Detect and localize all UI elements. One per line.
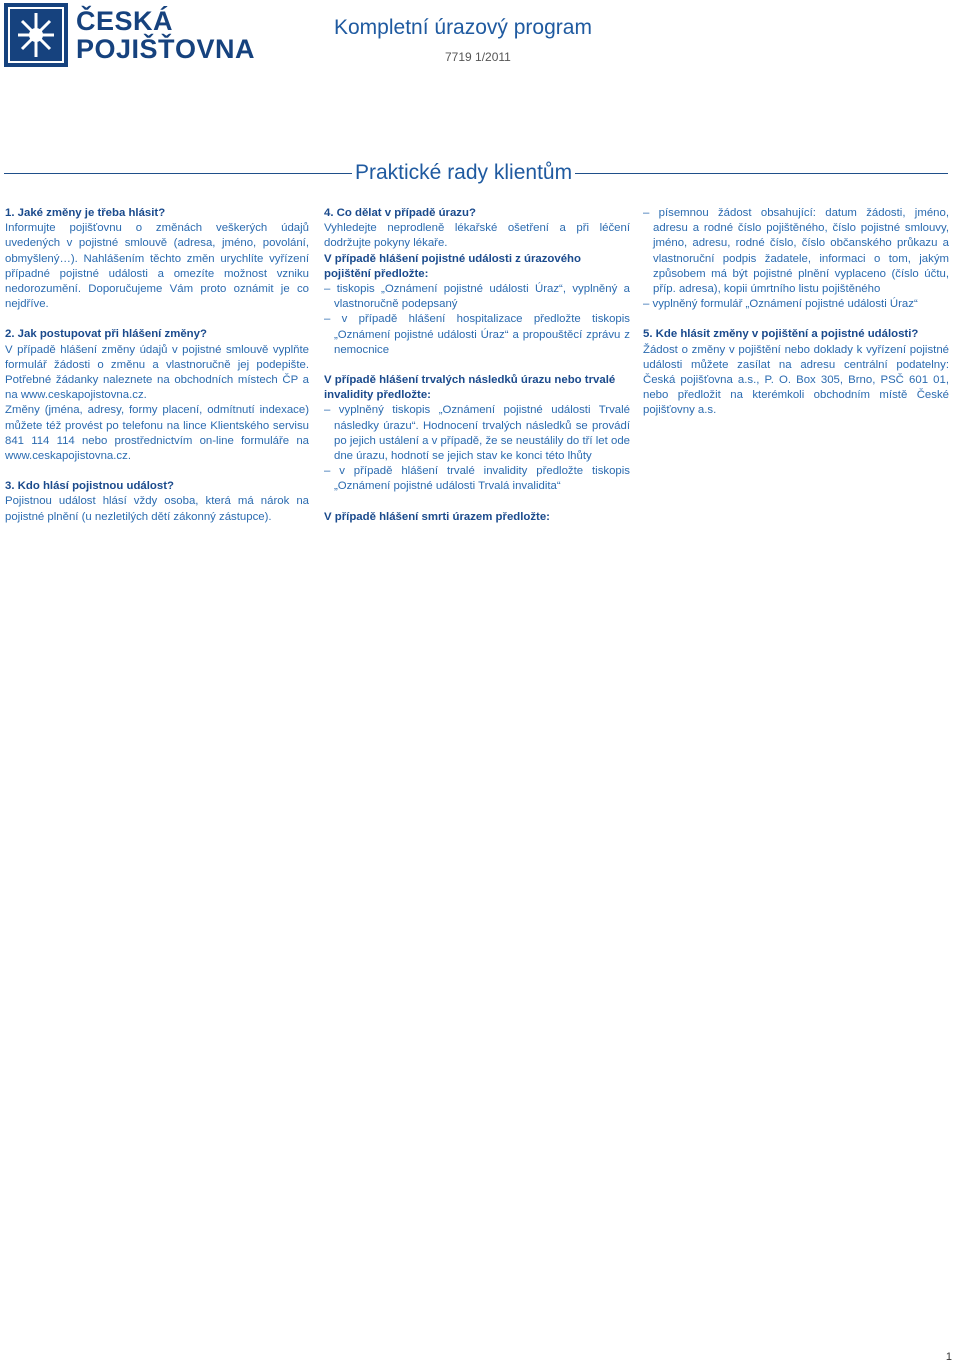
column-2 (324, 206, 630, 525)
lion-emblem-icon (4, 3, 68, 67)
list-item: – v případě hlášení hospitalizace předložte tiskopis „Oznámení pojistné události Úraz“ a propouštěcí zprávu z nemocnice (324, 313, 630, 356)
list-item: – v případě hlášení trvalé invalidity předložte tiskopis „Oznámení pojistné události Trvalá invalidita“ (324, 465, 630, 493)
answer-4: Vyhledejte neprodleně lékařské ošetření a při léčení dodržujte pokyny lékaře. (324, 222, 630, 250)
document-code: 7719 1/2011 (445, 50, 511, 64)
question-1: 1. Jaké změny je třeba hlásit? (5, 207, 166, 219)
logo-line2: POJIŠŤOVNA (76, 34, 256, 64)
logo-line1: ČESKÁ (76, 6, 174, 36)
list-item: – vyplněný formulář „Oznámení pojistné události Úraz“ (643, 298, 918, 311)
section-title: Praktické rady klientům (355, 161, 573, 184)
company-logo (4, 2, 254, 68)
answer-3: Pojistnou událost hlásí vždy osoba, která má nárok na pojistné plnění (u nezletilých dětí zákonný zástupce). (5, 495, 309, 523)
answer-5: Žádost o změny v pojištění nebo doklady k vyřízení pojistné události můžete zasílat na adresu centrální podatelny: Česká pojišťovna a.s., P. O. Box 305, Brno, PSČ 601 01, nebo předložit na kterémkoli obchodním místě České pojišťovny a.s. (643, 343, 949, 417)
answer-1: Informujte pojišťovnu o změnách veškerých údajů uvedených v pojistné smlouvě (adresa, jméno, povolání, obmyšlený…). Nahlášením těchto změn urychlíte vyřízení případné pojistné události a omezíte možnost vzniku nedorozumění. Doporučujeme Vám proto oznámit je co nejdříve. (5, 222, 309, 311)
list-item: – vyplněný tiskopis „Oznámení pojistné události Trvalé následky úrazu“. Hodnocení trvalých následků se provádí po jejich ustálení a v případě, že se neustálily do tří let ode dne úrazu, hodnotí se jejich stav ke konci této lhůty (324, 404, 630, 463)
injury-claim-heading: V případě hlášení pojistné události z úrazového pojištění předložte: (324, 252, 581, 280)
permanent-consequences-heading: V případě hlášení trvalých následků úrazu nebo trvalé invalidity předložte: (324, 374, 616, 402)
column-3 (643, 206, 949, 419)
question-5: 5. Kde hlásit změny v pojištění a pojistné události? (643, 328, 919, 341)
heading-rule-left (4, 173, 352, 174)
answer-2b: Změny (jména, adresy, formy placení, odmítnutí indexace) můžete též provést po telefonu na lince Klientského servisu 841 114 114 nebo prostřednictvím on-line formuláře na www.ceskapojistovna.cz. (5, 404, 309, 463)
page-number: 1 (945, 1351, 952, 1363)
section-heading (4, 160, 948, 186)
question-2: 2. Jak postupovat při hlášení změny? (5, 328, 207, 341)
list-item: – tiskopis „Oznámení pojistné události Úraz“, vyplněný a vlastnoručně podepsaný (324, 283, 630, 311)
answer-2: V případě hlášení změny údajů v pojistné smlouvě vyplňte formulář žádosti o změnu a vlastnoručně jej podepište. Potřebné žádanky naleznete na obchodních místech ČP a na www.ceskapojistovna.cz. (5, 343, 309, 402)
heading-rule-right (575, 173, 948, 174)
document-title: Kompletní úrazový program (334, 16, 592, 39)
list-item: – písemnou žádost obsahující: datum žádosti, jméno, adresu a rodné číslo pojištěného, číslo pojistné smlouvy, jméno, adresu, rodné číslo, číslo občanského průkazu a vlastnoruční podpis žadatele, informaci o tom, jakým způsobem má být pojistné plnění vyplaceno (číslo účtu, příp. adresa), kopii úmrtního listu pojištěného (643, 207, 949, 296)
logo-text (76, 7, 255, 63)
column-1 (5, 206, 309, 525)
death-claim-heading: V případě hlášení smrti úrazem předložte: (324, 510, 550, 523)
question-3: 3. Kdo hlásí pojistnou událost? (5, 480, 174, 493)
question-4: 4. Co dělat v případě úrazu? (324, 207, 476, 219)
